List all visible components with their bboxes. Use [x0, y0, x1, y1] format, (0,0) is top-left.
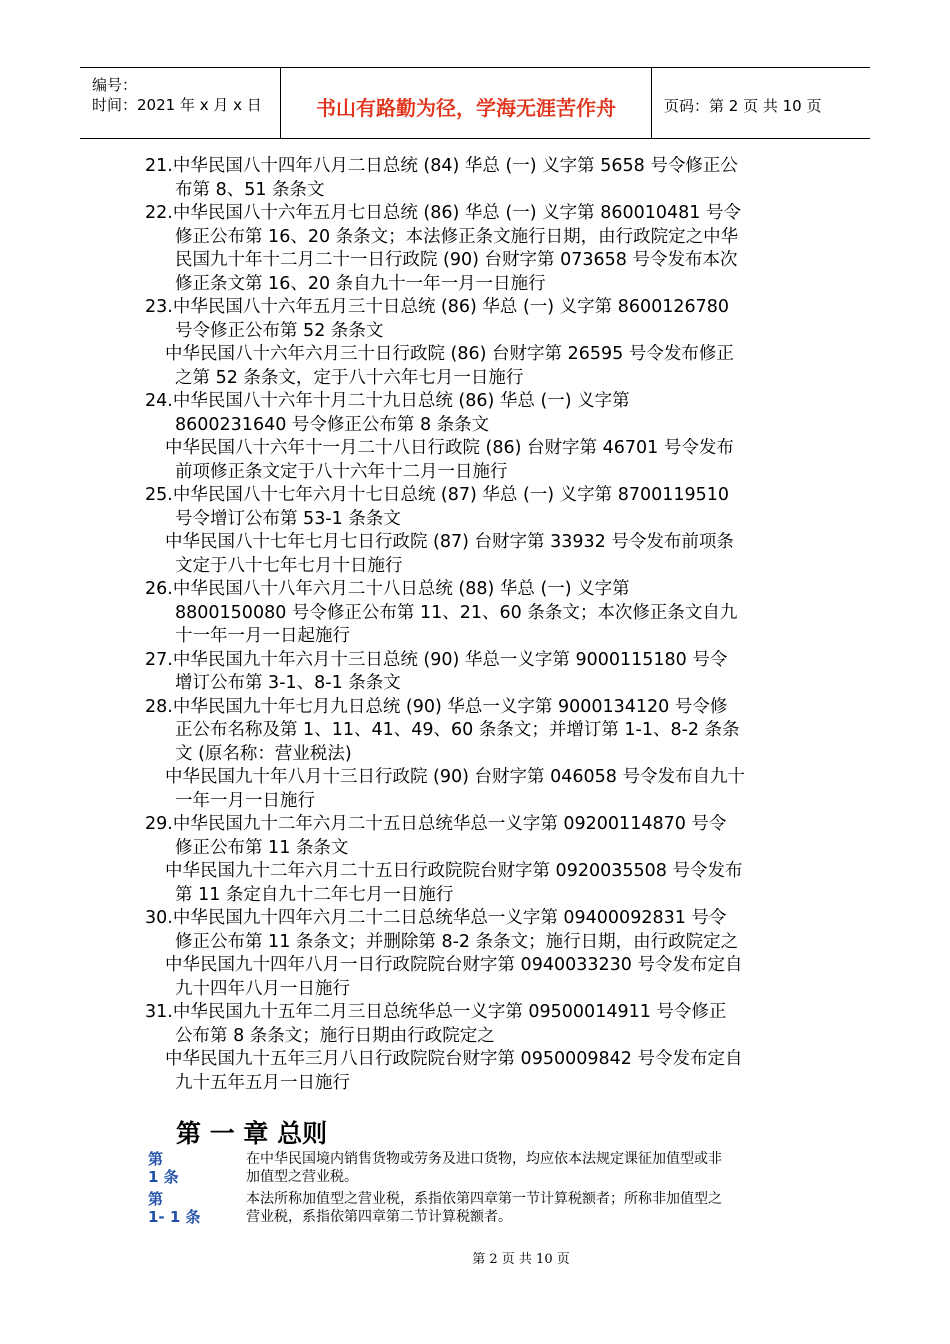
history-line: 中华民国九十年八月十三日行政院 (90) 台财字第 046058 号令发布自九十	[165, 767, 745, 787]
history-line: 十一年一月一日起施行	[175, 626, 350, 646]
history-line: 公布第 8 条条文；施行日期由行政院定之	[175, 1025, 495, 1046]
history-line: 21.中华民国八十四年八月二日总统 (84) 华总 (一) 义字第 5658 号令修正公	[145, 156, 738, 176]
header-meta-cell	[80, 68, 281, 138]
history-line: 第 11 条定自九十二年七月一日施行	[175, 884, 454, 905]
article-label-number: 1- 1 条	[148, 1208, 201, 1226]
history-line: 布第 8、51 条条文	[175, 179, 325, 200]
document-date-label: 时间：2021 年 x 月 x 日	[92, 96, 262, 114]
history-line: 民国九十年十二月二十一日行政院 (90) 台财字第 073658 号令发布本次	[175, 250, 738, 270]
history-line: 中华民国八十六年六月三十日行政院 (86) 台财字第 26595 号令发布修正	[165, 344, 734, 364]
history-line: 26.中华民国八十八年六月二十八日总统 (88) 华总 (一) 义字第	[145, 579, 630, 599]
history-line: 29.中华民国九十二年六月二十五日总统华总一义字第 09200114870 号令	[145, 814, 727, 834]
article-text	[246, 1190, 722, 1226]
article-text	[246, 1150, 722, 1186]
history-line: 之第 52 条条文，定于八十六年七月一日施行	[175, 367, 524, 388]
history-line: 修正公布第 11 条条文；并删除第 8-2 条条文；施行日期，由行政院定之	[175, 931, 739, 952]
history-line: 中华民国九十四年八月一日行政院院台财字第 0940033230 号令发布定自	[165, 955, 743, 975]
page-footer: 第 2 页 共 10 页	[472, 1252, 570, 1267]
history-line: 中华民国九十二年六月二十五日行政院院台财字第 0920035508 号令发布	[165, 861, 743, 881]
header-page-number: 页码：第 2 页 共 10 页	[664, 97, 822, 115]
history-line: 文定于八十七年七月十日施行	[175, 555, 403, 576]
chapter-title: 第 一 章 总则	[176, 1119, 328, 1148]
history-line: 27.中华民国九十年六月十三日总统 (90) 华总一义字第 9000115180 号令	[145, 649, 728, 670]
history-line: 25.中华民国八十七年六月十七日总统 (87) 华总 (一) 义字第 8700119510	[145, 485, 730, 505]
history-line: 号令增订公布第 53-1 条条文	[175, 508, 401, 529]
history-line: 中华民国九十五年三月八日行政院院台财字第 0950009842 号令发布定自	[165, 1049, 743, 1069]
history-line: 九十四年八月一日施行	[175, 978, 350, 999]
article-label-prefix: 第	[148, 1190, 164, 1208]
article-text-line: 加值型之营业税。	[246, 1169, 358, 1185]
article-text-line: 本法所称加值型之营业税，系指依第四章第一节计算税额者；所称非加值型之	[246, 1191, 722, 1207]
history-line: 正公布名称及第 1、11、41、49、60 条条文；并增订第 1-1、8-2 条条	[175, 720, 740, 740]
history-line: 号令修正公布第 52 条条文	[175, 320, 384, 341]
history-line: 30.中华民国九十四年六月二十二日总统华总一义字第 09400092831 号令	[145, 908, 727, 928]
history-line: 8800150080 号令修正公布第 11、21、60 条条文；本次修正条文自九	[175, 602, 738, 623]
history-line: 中华民国八十六年十一月二十八日行政院 (86) 台财字第 46701 号令发布	[165, 438, 734, 458]
page-header	[80, 67, 870, 139]
history-line: 修正公布第 11 条条文	[175, 837, 349, 858]
history-line: 23.中华民国八十六年五月三十日总统 (86) 华总 (一) 义字第 8600126780	[145, 297, 730, 317]
article-text-line: 在中华民国境内销售货物或劳务及进口货物，均应依本法规定课征加值型或非	[246, 1151, 722, 1167]
history-line: 一年一月一日施行	[175, 790, 315, 811]
history-line: 8600231640 号令修正公布第 8 条条文	[175, 414, 490, 435]
article-label	[148, 1190, 201, 1226]
document-number-label: 编号：	[92, 76, 138, 94]
article-label-prefix: 第	[148, 1150, 164, 1168]
history-line: 31.中华民国九十五年二月三日总统华总一义字第 09500014911 号令修正	[145, 1002, 727, 1022]
history-line: 修正条文第 16、20 条自九十一年一月一日施行	[175, 273, 546, 294]
history-line: 中华民国八十七年七月七日行政院 (87) 台财字第 33932 号令发布前项条	[165, 532, 734, 552]
history-line: 增订公布第 3-1、8-1 条条文	[175, 673, 401, 693]
history-line: 24.中华民国八十六年十月二十九日总统 (86) 华总 (一) 义字第	[145, 391, 630, 411]
history-line: 前项修正条文定于八十六年十二月一日施行	[175, 461, 508, 482]
history-line: 28.中华民国九十年七月九日总统 (90) 华总一义字第 9000134120 号令修	[145, 696, 728, 717]
history-line: 22.中华民国八十六年五月七日总统 (86) 华总 (一) 义字第 860010481 号令	[145, 203, 741, 223]
history-line: 文 (原名称：营业税法)	[175, 743, 352, 764]
history-line: 九十五年五月一日施行	[175, 1072, 350, 1093]
article-label-number: 1 条	[148, 1168, 179, 1186]
amendment-history-list	[145, 155, 815, 1095]
article-text-line: 营业税，系指依第四章第二节计算税额者。	[246, 1209, 512, 1225]
header-motto: 书山有路勤为径，学海无涯苦作舟	[316, 96, 616, 120]
header-motto-cell	[281, 68, 652, 138]
article-label	[148, 1150, 179, 1186]
history-line: 修正公布第 16、20 条条文；本法修正条文施行日期，由行政院定之中华	[175, 226, 739, 247]
header-page-cell	[652, 68, 870, 138]
